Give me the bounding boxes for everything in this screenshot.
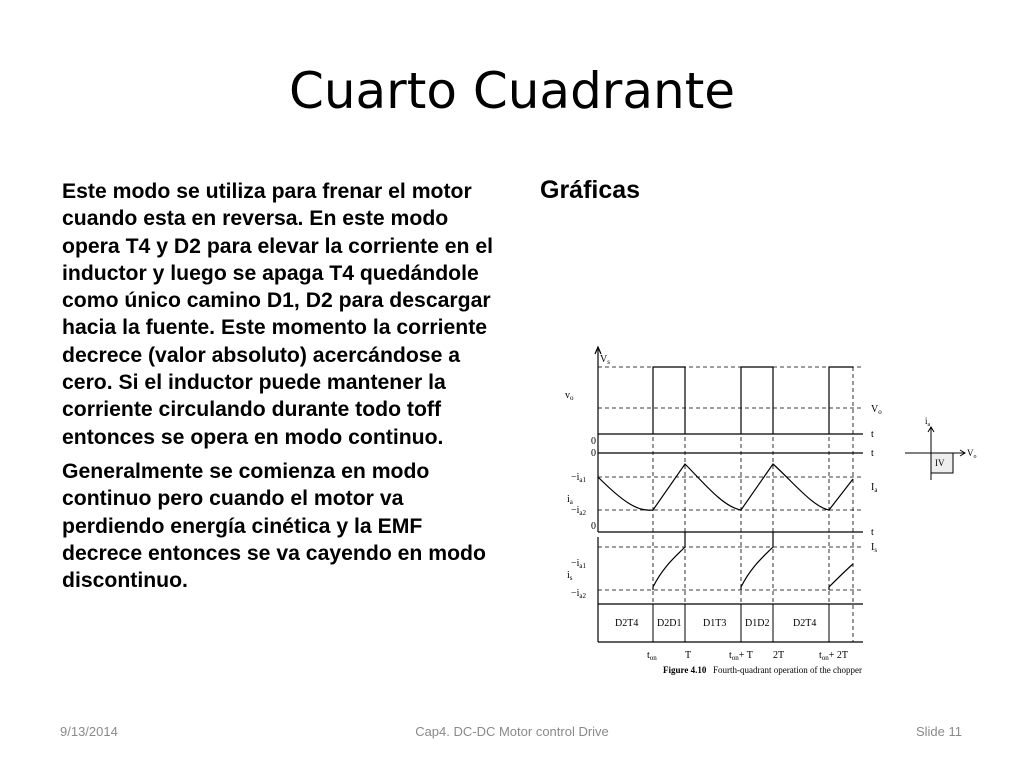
graphs-heading: Gráficas bbox=[540, 176, 641, 204]
svg-text:Figure 4.10: Figure 4.10 bbox=[663, 665, 707, 675]
svg-text:ia: $i_a$ bbox=[925, 416, 931, 428]
svg-text:0: 0 bbox=[591, 448, 596, 459]
svg-text:−ia1: $-i_{a1}$ bbox=[571, 558, 587, 570]
svg-text:vo: $v_o$ bbox=[565, 390, 574, 402]
svg-text:0: 0 bbox=[591, 436, 596, 447]
body-text bbox=[62, 178, 502, 601]
svg-text:Vo: $V_o$ bbox=[871, 404, 882, 416]
footer-title: Cap4. DC-DC Motor control Drive bbox=[415, 724, 609, 739]
seq-d2d1: D2D1 bbox=[657, 618, 682, 629]
svg-text:Is: $I_s$ bbox=[871, 542, 878, 554]
svg-text:Vo: $V_o$ bbox=[967, 448, 977, 460]
svg-text:ia: $i_a$ bbox=[567, 494, 573, 506]
svg-text:Ia: $I_a$ bbox=[871, 482, 878, 494]
svg-text:−ia1: $-i_{a1}$ bbox=[571, 472, 587, 484]
seq-d2t4: D2T4 bbox=[615, 618, 639, 629]
svg-text:2T: 2T bbox=[773, 650, 785, 661]
svg-text:T: T bbox=[685, 650, 692, 661]
svg-text:Fourth-quadrant operation of t: Fourth-quadrant operation of the chopper bbox=[713, 665, 862, 675]
seq-d2t4-2: D2T4 bbox=[793, 618, 817, 629]
svg-text:−ia2: $-i_{a2}$ bbox=[571, 505, 587, 517]
svg-text:is: $i_s$ bbox=[567, 570, 573, 582]
svg-text:ton: $t_{on}$ bbox=[647, 650, 657, 662]
slide-title: Cuarto Cuadrante bbox=[288, 62, 736, 120]
svg-text:−ia2: $-i_{a2}$ bbox=[571, 588, 587, 600]
chopper-waveform-figure bbox=[553, 342, 993, 682]
svg-text:Vs: $V_s$ bbox=[600, 354, 610, 366]
svg-text:t: t bbox=[871, 527, 874, 538]
quadrant-inset bbox=[905, 427, 965, 480]
seq-d1t3: D1T3 bbox=[703, 618, 727, 629]
body-paragraph-1: Este modo se utiliza para frenar el motor cuando esta en reversa. En este modo opera T4 y D2 para elevar la corriente en el inductor y luego se apaga T4 quedándole como único camino D1, D2 para descargar hacia la fuente. Este momento la corriente decrece (valor absoluto) acercándose a cero. Si el inductor puede mantener la corriente circulando durante todo toff entonces se opera en modo continuo. bbox=[62, 180, 494, 449]
svg-text:t: t bbox=[871, 429, 874, 440]
svg-text:ton+ T: $t_{on}+ T$ bbox=[729, 650, 753, 662]
svg-text:t: t bbox=[871, 448, 874, 459]
waveform-diagram bbox=[553, 342, 993, 682]
footer-date: 9/13/2014 bbox=[60, 724, 118, 739]
footer-slide-number: Slide 11 bbox=[915, 724, 962, 739]
svg-text:0: 0 bbox=[591, 521, 596, 532]
seq-d1d2: D1D2 bbox=[745, 618, 770, 629]
svg-text:IV: IV bbox=[935, 458, 945, 468]
body-paragraph-2: Generalmente se comienza en modo continuo pero cuando el motor va perdiendo energía cinética y la EMF decrece entonces se va cayendo en modo discontinuo. bbox=[62, 459, 486, 593]
svg-text:ton+ 2T: $t_{on}+ 2T$ bbox=[819, 650, 849, 662]
